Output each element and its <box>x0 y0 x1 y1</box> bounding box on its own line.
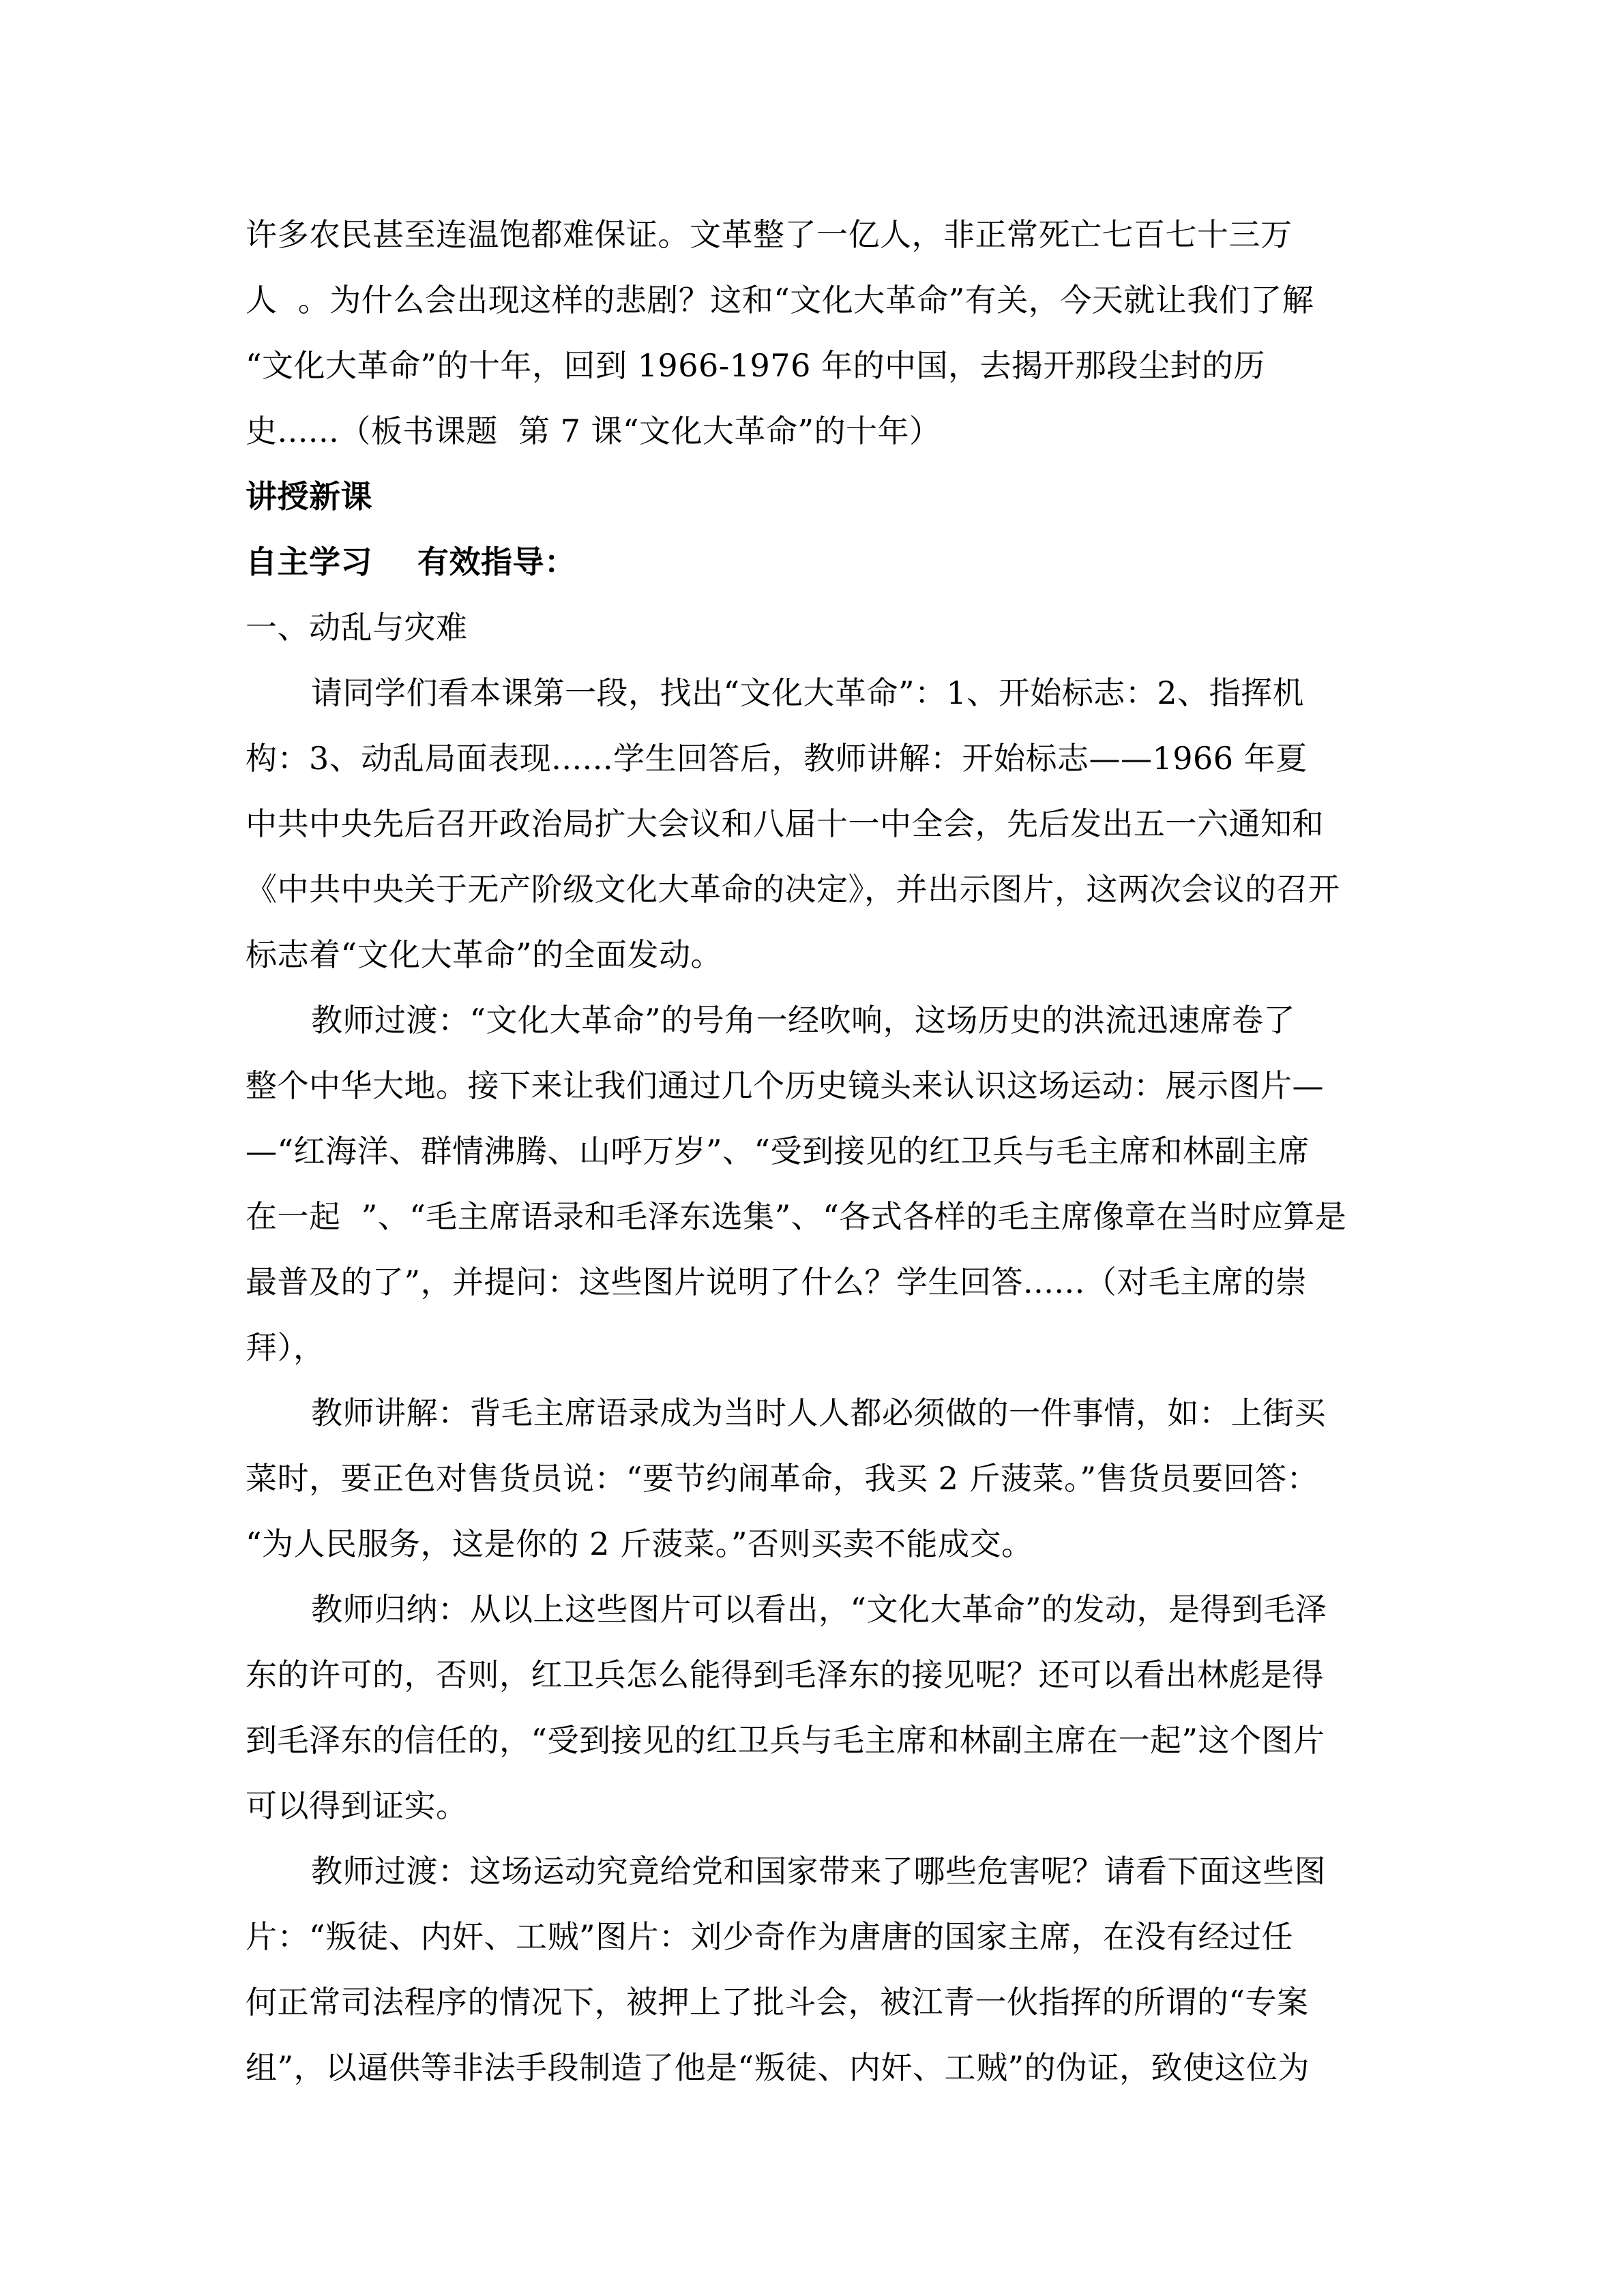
intro-paragraph <box>246 202 1379 464</box>
text-line: 片：“叛徒、内奸、工贼”图片：刘少奇作为唐唐的国家主席，在没有经过任 <box>246 1918 1294 1955</box>
text-line: 东的许可的，否则，红卫兵怎么能得到毛泽东的接见呢？还可以看出林彪是得 <box>246 1656 1324 1693</box>
text-line: 拜）， <box>246 1329 325 1366</box>
text-line: 《中共中央关于无产阶级文化大革命的决定》，并出示图片，这两次会议的召开 <box>246 871 1340 908</box>
text-line: —“红海洋、群情沸腾、山呼万岁”、“受到接见的红卫兵与毛主席和林副主席 <box>246 1133 1310 1169</box>
text-line: “文化大革命”的十年，回到 1966-1976 年的中国，去揭开那段尘封的历 <box>246 347 1265 384</box>
text-line: 到毛泽东的信任的，“受到接见的红卫兵与毛主席和林副主席在一起”这个图片 <box>246 1722 1325 1759</box>
paragraph <box>246 660 1379 987</box>
heading-new-lesson: 讲授新课 <box>246 478 372 515</box>
text-line: 菜时，要正色对售货员说：“要节约闹革命，我买 2 斤菠菜。”售货员要回答： <box>246 1460 1319 1497</box>
text-line: 组”，以逼供等非法手段制造了他是“叛徒、内奸、工贼”的伪证，致使这位为 <box>246 2049 1310 2086</box>
text-line: 教师归纳：从以上这些图片可以看出，“文化大革命”的发动，是得到毛泽 <box>311 1591 1327 1628</box>
text-line: 中共中央先后召开政治局扩大会议和八届十一中全会，先后发出五一六通知和 <box>246 805 1324 842</box>
document-page <box>246 202 1379 2100</box>
paragraph <box>246 1577 1379 1838</box>
text-line: 构：3、动乱局面表现......学生回答后，教师讲解：开始标志——1966 年夏 <box>246 740 1308 777</box>
text-line: 整个中华大地。接下来让我们通过几个历史镜头来认识这场运动：展示图片— <box>246 1067 1324 1104</box>
text-line: 请同学们看本课第一段，找出“文化大革命”：1、开始标志：2、指挥机 <box>311 674 1305 711</box>
text-line: 教师讲解：背毛主席语录成为当时人人都必须做的一件事情，如：上街买 <box>311 1395 1326 1431</box>
heading-self-study: 自主学习 有效指导： <box>246 543 576 580</box>
text-line: 许多农民甚至连温饱都难保证。文革整了一亿人，非正常死亡七百七十三万 <box>246 216 1293 253</box>
text-line: 人 。为什么会出现这样的悲剧？这和“文化大革命”有关，今天就让我们了解 <box>246 282 1314 318</box>
text-line: “为人民服务，这是你的 2 斤菠菜。”否则买卖不能成交。 <box>246 1525 1033 1562</box>
paragraph <box>246 987 1379 1380</box>
text-line: 教师过渡：“文化大革命”的号角一经吹响，这场历史的洪流迅速席卷了 <box>311 1002 1296 1039</box>
text-line: 在一起 ”、“毛主席语录和毛泽东选集”、“各式各样的毛主席像章在当时应算是 <box>246 1198 1347 1235</box>
text-line: 可以得到证实。 <box>246 1787 468 1824</box>
text-line: 标志着“文化大革命”的全面发动。 <box>246 936 723 973</box>
text-line: 最普及的了”，并提问：这些图片说明了什么？学生回答......（对毛主席的崇 <box>246 1264 1308 1300</box>
text-line: 教师过渡：这场运动究竟给党和国家带来了哪些危害呢？请看下面这些图 <box>311 1853 1326 1890</box>
text-line: 史......（板书课题 第 7 课“文化大革命”的十年） <box>246 413 941 449</box>
section-title: 一、动乱与灾难 <box>246 609 468 646</box>
text-line: 何正常司法程序的情况下，被押上了批斗会，被江青一伙指挥的所谓的“专案 <box>246 1984 1309 2021</box>
paragraph <box>246 1838 1379 2100</box>
paragraph <box>246 1380 1379 1577</box>
